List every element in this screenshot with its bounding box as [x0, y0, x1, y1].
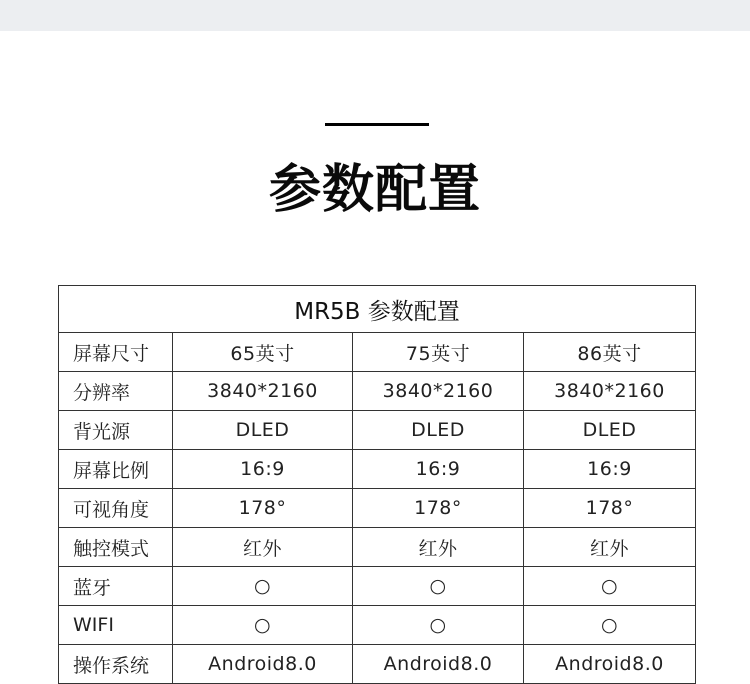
value-86-inch: Android8.0	[524, 645, 696, 684]
table-row	[59, 606, 696, 645]
page-title: 参数配置	[268, 160, 481, 220]
spec-table	[58, 285, 696, 684]
table-row	[59, 528, 696, 567]
value-65-inch: ○	[173, 606, 353, 645]
table-row	[59, 450, 696, 489]
value-86-inch: 86英寸	[524, 333, 696, 372]
value-75-inch: 178°	[353, 489, 524, 528]
value-86-inch: 178°	[524, 489, 696, 528]
row-label: 屏幕尺寸	[59, 333, 173, 372]
value-75-inch: 红外	[353, 528, 524, 567]
table-row	[59, 372, 696, 411]
value-86-inch: 16:9	[524, 450, 696, 489]
value-65-inch: 红外	[173, 528, 353, 567]
table-row	[59, 489, 696, 528]
row-label: 分辨率	[59, 372, 173, 411]
value-65-inch: 65英寸	[173, 333, 353, 372]
row-label: 可视角度	[59, 489, 173, 528]
table-caption: MR5B 参数配置	[59, 286, 696, 333]
value-65-inch: 178°	[173, 489, 353, 528]
value-75-inch: 3840*2160	[353, 372, 524, 411]
title-divider	[325, 123, 429, 126]
table-row	[59, 567, 696, 606]
value-65-inch: 16:9	[173, 450, 353, 489]
table-caption-row	[59, 286, 696, 333]
row-label: 背光源	[59, 411, 173, 450]
value-75-inch: 75英寸	[353, 333, 524, 372]
value-65-inch: Android8.0	[173, 645, 353, 684]
row-label: 操作系统	[59, 645, 173, 684]
value-75-inch: ○	[353, 606, 524, 645]
value-65-inch: ○	[173, 567, 353, 606]
value-86-inch: ○	[524, 606, 696, 645]
value-75-inch: ○	[353, 567, 524, 606]
value-75-inch: 16:9	[353, 450, 524, 489]
row-label: 触控模式	[59, 528, 173, 567]
value-86-inch: DLED	[524, 411, 696, 450]
value-86-inch: 红外	[524, 528, 696, 567]
value-65-inch: 3840*2160	[173, 372, 353, 411]
row-label: 蓝牙	[59, 567, 173, 606]
row-label: 屏幕比例	[59, 450, 173, 489]
value-75-inch: Android8.0	[353, 645, 524, 684]
table-row	[59, 411, 696, 450]
row-label: WIFI	[59, 606, 173, 645]
value-86-inch: 3840*2160	[524, 372, 696, 411]
table-row	[59, 645, 696, 684]
value-65-inch: DLED	[173, 411, 353, 450]
top-band	[0, 0, 750, 31]
table-row	[59, 333, 696, 372]
value-75-inch: DLED	[353, 411, 524, 450]
value-86-inch: ○	[524, 567, 696, 606]
